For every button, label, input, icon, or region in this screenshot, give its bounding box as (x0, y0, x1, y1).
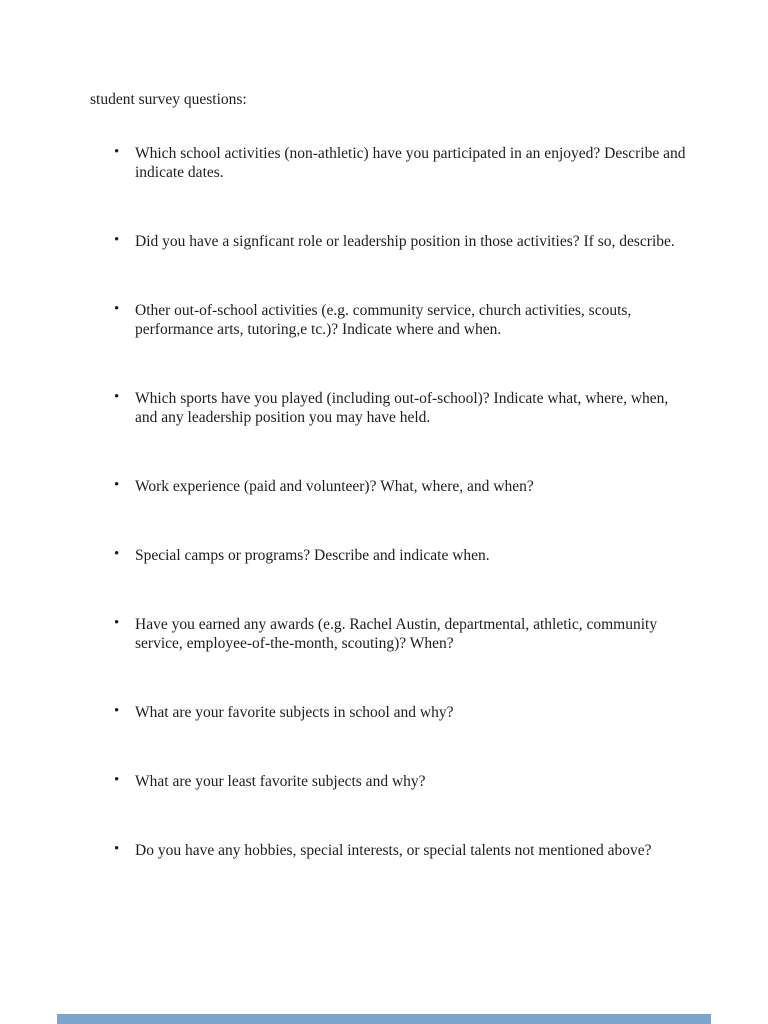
question-text-line: Special camps or programs? Describe and indicate when. (135, 547, 490, 564)
question-text-line: indicate dates. (135, 164, 224, 181)
bullet-icon: • (114, 232, 120, 248)
bullet-icon: • (114, 703, 120, 719)
bullet-icon: • (114, 144, 120, 160)
question-text-line: and any leadership position you may have held. (135, 409, 431, 426)
survey-question (114, 546, 685, 565)
question-text-line: service, employee-of-the-month, scouting)? When? (135, 635, 454, 652)
question-text-line: What are your favorite subjects in school and why? (135, 704, 454, 721)
page-bottom-bar (57, 1014, 711, 1024)
survey-question (114, 477, 685, 496)
survey-question (114, 232, 685, 251)
question-text-line: Work experience (paid and volunteer)? What, where, and when? (135, 478, 534, 495)
survey-question (114, 615, 685, 653)
survey-question (114, 703, 685, 722)
page-title: student survey questions: (90, 91, 247, 108)
question-text-line: Did you have a signficant role or leadership position in those activities? If so, describe. (135, 233, 675, 250)
survey-question (114, 841, 685, 860)
question-text-line: Which sports have you played (including out-of-school)? Indicate what, where, when, (135, 390, 669, 407)
question-text-line: What are your least favorite subjects and why? (135, 773, 426, 790)
bullet-icon: • (114, 615, 120, 631)
question-text-line: Other out-of-school activities (e.g. community service, church activities, scouts, (135, 302, 632, 319)
bullet-icon: • (114, 477, 120, 493)
bullet-icon: • (114, 841, 120, 857)
bullet-icon: • (114, 389, 120, 405)
question-text-line: Have you earned any awards (e.g. Rachel Austin, departmental, athletic, community (135, 616, 658, 633)
question-list (114, 144, 685, 910)
bullet-icon: • (114, 772, 120, 788)
survey-question (114, 301, 685, 339)
bullet-icon: • (114, 546, 120, 562)
survey-question (114, 772, 685, 791)
survey-question (114, 144, 685, 182)
question-text-line: Do you have any hobbies, special interests, or special talents not mentioned above? (135, 842, 652, 859)
question-text-line: Which school activities (non-athletic) have you participated in an enjoyed? Describe and (135, 145, 686, 162)
question-text-line: performance arts, tutoring,e tc.)? Indicate where and when. (135, 321, 502, 338)
bullet-icon: • (114, 301, 120, 317)
survey-question (114, 389, 685, 427)
